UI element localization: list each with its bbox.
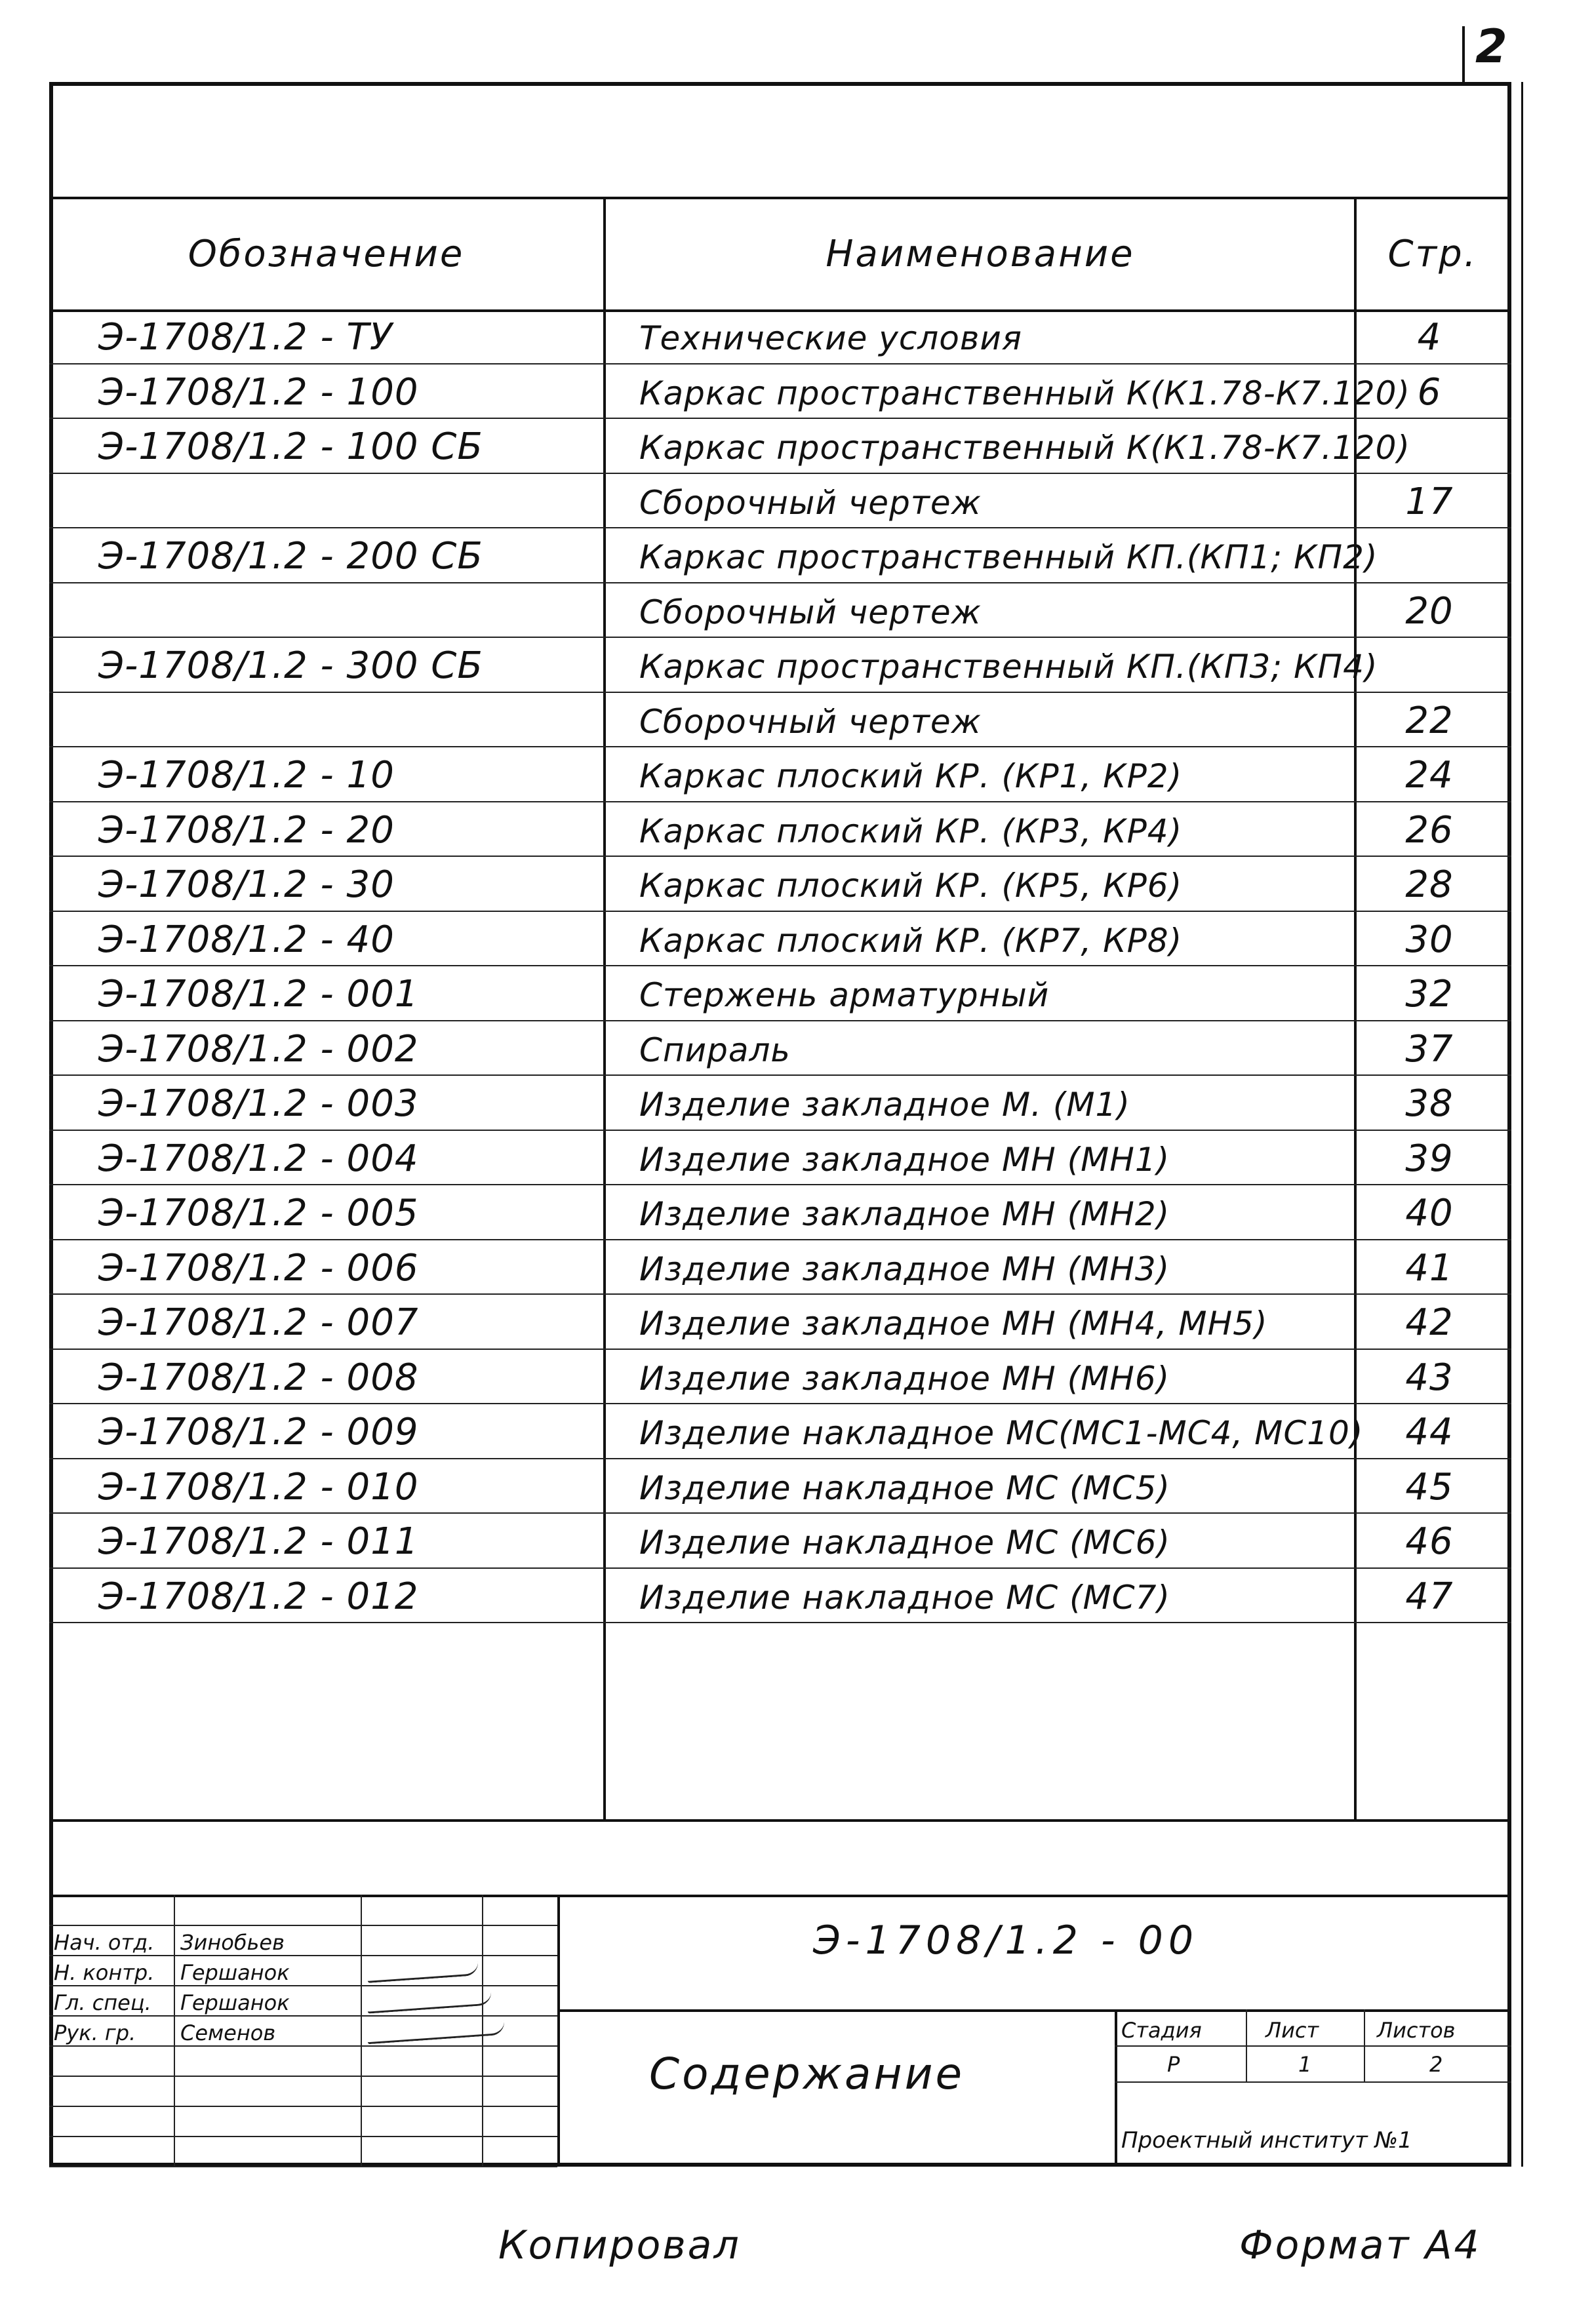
row-page: 40 (1405, 1192, 1454, 1234)
stage-divider-1 (1246, 2009, 1247, 2081)
row-designation: Э-1708/1.2 - 30 (98, 863, 395, 906)
row-divider (49, 582, 1511, 583)
row-page: 38 (1405, 1082, 1454, 1125)
row-page: 47 (1405, 1575, 1454, 1618)
stage-header-line (1115, 2045, 1511, 2047)
signer-grid-line (49, 1925, 557, 1926)
row-page: 44 (1405, 1411, 1454, 1453)
row-designation: Э-1708/1.2 - 003 (98, 1082, 419, 1125)
row-page: 43 (1405, 1356, 1454, 1399)
row-designation: Э-1708/1.2 - 20 (98, 808, 395, 852)
header-top-line (49, 197, 1511, 199)
row-divider (49, 965, 1511, 966)
row-page: 26 (1405, 808, 1454, 852)
row-page: 42 (1405, 1301, 1454, 1344)
row-designation: Э-1708/1.2 - 004 (98, 1137, 419, 1180)
row-divider (49, 1622, 1511, 1623)
row-designation: Э-1708/1.2 - 001 (98, 973, 419, 1015)
row-designation: Э-1708/1.2 - 10 (98, 754, 395, 797)
signer-role: Н. контр. (54, 1960, 155, 1985)
row-page: 45 (1405, 1465, 1454, 1508)
row-designation: Э-1708/1.2 - 008 (98, 1356, 419, 1399)
signer-role: Гл. спец. (54, 1990, 151, 2015)
row-divider (49, 1512, 1511, 1514)
sheet-label: Лист (1265, 2018, 1319, 2043)
row-page: 22 (1405, 699, 1454, 742)
row-divider (49, 1458, 1511, 1459)
row-name: Изделие накладное МС(МС1-МС4, МС10) (639, 1414, 1364, 1452)
row-name: Спираль (639, 1031, 791, 1069)
row-name: Каркас плоский КР. (КР3, КР4) (639, 812, 1183, 850)
header-name: Наименование (826, 233, 1135, 275)
row-page: 32 (1405, 973, 1454, 1015)
row-name: Изделие закладное МН (МН2) (639, 1195, 1170, 1233)
table-bottom-line (49, 1819, 1511, 1822)
row-page: 17 (1405, 480, 1454, 523)
row-divider (49, 746, 1511, 747)
title-block-right-divider (1115, 2009, 1117, 2167)
row-divider (49, 418, 1511, 419)
row-page: 4 (1417, 316, 1442, 359)
row-designation: Э-1708/1.2 - 200 СБ (98, 535, 483, 578)
row-name: Изделие закладное МН (МН6) (639, 1359, 1170, 1398)
signer-grid-line (49, 1985, 557, 1986)
row-designation: Э-1708/1.2 - 007 (98, 1301, 419, 1344)
row-name: Каркас пространственный К(К1.78-К7.120) (639, 374, 1410, 412)
row-page: 39 (1405, 1137, 1454, 1180)
signer-col-2 (361, 1895, 362, 2167)
row-divider (49, 1074, 1511, 1076)
row-divider (49, 1184, 1511, 1185)
header-designation: Обозначение (188, 233, 465, 275)
signer-grid-line (49, 2015, 557, 2017)
row-divider (49, 637, 1511, 638)
row-designation: Э-1708/1.2 - 300 СБ (98, 644, 483, 687)
row-name: Сборочный чертеж (639, 483, 982, 522)
signer-role: Рук. гр. (54, 2020, 136, 2045)
sheets-value: 2 (1429, 2052, 1443, 2077)
row-name: Изделие закладное МН (МН1) (639, 1140, 1170, 1179)
row-name: Изделие накладное МС (МС6) (639, 1524, 1170, 1562)
row-name: Каркас пространственный КП.(КП3; КП4) (639, 648, 1378, 686)
row-divider (49, 911, 1511, 912)
organization: Проектный институт №1 (1121, 2127, 1412, 2154)
stage-value: Р (1167, 2052, 1180, 2077)
row-designation: Э-1708/1.2 - 100 СБ (98, 425, 483, 468)
row-divider (49, 801, 1511, 802)
row-designation: Э-1708/1.2 - ТУ (98, 316, 393, 359)
row-designation: Э-1708/1.2 - 009 (98, 1411, 419, 1453)
frame-right-double-line (1521, 82, 1523, 2167)
row-designation: Э-1708/1.2 - 40 (98, 918, 395, 961)
row-divider (49, 1349, 1511, 1350)
footer-copied: Копировал (498, 2222, 741, 2268)
row-name: Каркас плоский КР. (КР7, КР8) (639, 921, 1183, 960)
column-divider-1 (603, 197, 606, 1819)
row-page: 41 (1405, 1246, 1454, 1290)
row-name: Сборочный чертеж (639, 593, 982, 631)
row-page: 6 (1417, 370, 1442, 414)
row-designation: Э-1708/1.2 - 002 (98, 1027, 419, 1071)
row-divider (49, 473, 1511, 474)
sheet-number: 2 (1475, 20, 1507, 73)
signer-grid-line (49, 2166, 557, 2167)
row-name: Каркас пространственный К(К1.78-К7.120) (639, 429, 1410, 467)
row-designation: Э-1708/1.2 - 100 (98, 370, 419, 414)
stage-label: Стадия (1121, 2018, 1202, 2043)
signer-grid-line (49, 2136, 557, 2137)
signer-name: Зинобьев (180, 1930, 285, 1955)
row-designation: Э-1708/1.2 - 005 (98, 1192, 419, 1234)
row-name: Каркас плоский КР. (КР1, КР2) (639, 757, 1183, 795)
row-divider (49, 1130, 1511, 1131)
signer-name: Семенов (180, 2020, 276, 2045)
signer-col-1 (174, 1895, 175, 2167)
row-name: Изделие накладное МС (МС5) (639, 1468, 1170, 1507)
document-title: Содержание (649, 2049, 965, 2099)
footer-format: Формат А4 (1239, 2222, 1481, 2268)
row-name: Каркас пространственный КП.(КП1; КП2) (639, 538, 1378, 576)
row-divider (49, 1567, 1511, 1569)
row-page: 30 (1405, 918, 1454, 961)
row-divider (49, 692, 1511, 693)
title-block-top-line (49, 1895, 1511, 1897)
row-page: 28 (1405, 863, 1454, 906)
row-divider (49, 527, 1511, 528)
row-divider (49, 1239, 1511, 1240)
stage-value-line (1115, 2081, 1511, 2083)
row-designation: Э-1708/1.2 - 010 (98, 1465, 419, 1508)
row-name: Изделие накладное МС (МС7) (639, 1578, 1170, 1617)
signer-name: Гершанок (180, 1960, 290, 1985)
header-page: Стр. (1387, 233, 1478, 275)
signer-grid-line (49, 2045, 557, 2047)
signer-role: Нач. отд. (54, 1930, 155, 1955)
row-designation: Э-1708/1.2 - 012 (98, 1575, 419, 1618)
document-code: Э-1708/1.2 - 00 (813, 1918, 1199, 1963)
header-bottom-line (49, 309, 1511, 312)
row-page: 37 (1405, 1027, 1454, 1071)
row-designation: Э-1708/1.2 - 011 (98, 1520, 419, 1563)
row-name: Стержень арматурный (639, 976, 1050, 1014)
row-name: Изделие закладное МН (МН4, МН5) (639, 1305, 1268, 1343)
row-name: Сборочный чертеж (639, 702, 982, 741)
row-page: 46 (1405, 1520, 1454, 1563)
row-designation: Э-1708/1.2 - 006 (98, 1246, 419, 1290)
signer-grid-line (49, 2106, 557, 2107)
sheet-value: 1 (1298, 2052, 1312, 2077)
row-page: 24 (1405, 754, 1454, 797)
row-name: Каркас плоский КР. (КР5, КР6) (639, 867, 1183, 905)
row-divider (49, 1403, 1511, 1404)
row-name: Изделие закладное М. (М1) (639, 1086, 1130, 1124)
row-name: Технические условия (639, 319, 1022, 357)
title-block-code-line (557, 2009, 1511, 2012)
row-page: 20 (1405, 589, 1454, 633)
title-block-divider (557, 1895, 560, 2167)
sheet-number-divider (1462, 26, 1465, 85)
row-divider (49, 856, 1511, 857)
signer-name: Гершанок (180, 1990, 290, 2015)
signer-grid-line (49, 1955, 557, 1956)
row-divider (49, 1293, 1511, 1295)
signer-grid-line (49, 2076, 557, 2077)
row-divider (49, 1020, 1511, 1021)
sheets-label: Листов (1377, 2018, 1456, 2043)
row-name: Изделие закладное МН (МН3) (639, 1250, 1170, 1288)
row-divider (49, 363, 1511, 364)
stage-divider-2 (1364, 2009, 1365, 2081)
